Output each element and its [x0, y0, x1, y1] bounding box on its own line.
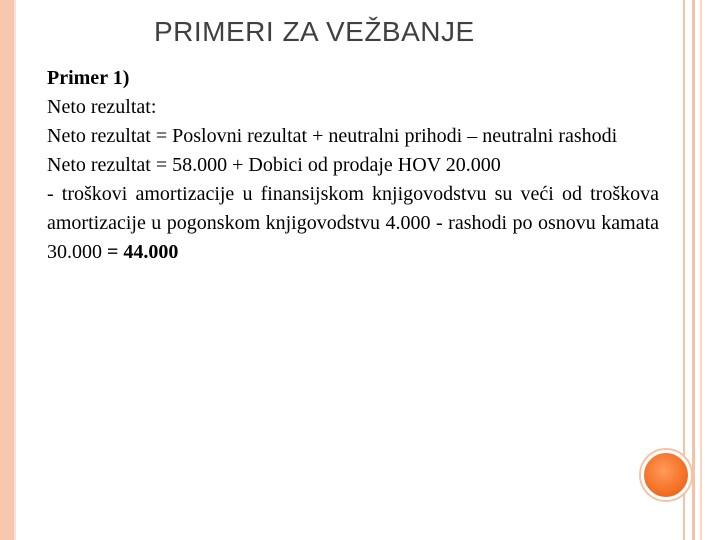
depreciation-text: - troškovi amortizacije u finansijskom knjigovodstvu su veći od troškova amortizacije u pogonskom knjigovodstvu 4.000 - rashodi po osnovu kamata 30.000: [47, 183, 659, 263]
right-decorative-line-2: [692, 0, 695, 540]
net-result-calculation: Neto rezultat = 58.000 + Dobici od prodaje HOV 20.000: [47, 154, 501, 176]
slide-title: PRIMERI ZA VEŽBANJE: [154, 16, 475, 47]
depreciation-paragraph: [47, 180, 659, 267]
net-result-formula: Neto rezultat = Poslovni rezultat + neutralni prihodi – neutralni rashodi: [47, 125, 618, 147]
net-result-label: Neto rezultat:: [47, 96, 157, 118]
right-decorative-line-3: [700, 0, 702, 540]
slide-content: [47, 64, 659, 267]
orange-circle-decoration: [641, 450, 691, 500]
example-heading: Primer 1): [47, 67, 130, 89]
left-decorative-line: [14, 0, 16, 540]
final-result: = 44.000: [107, 241, 179, 263]
left-decorative-border: [0, 0, 14, 540]
